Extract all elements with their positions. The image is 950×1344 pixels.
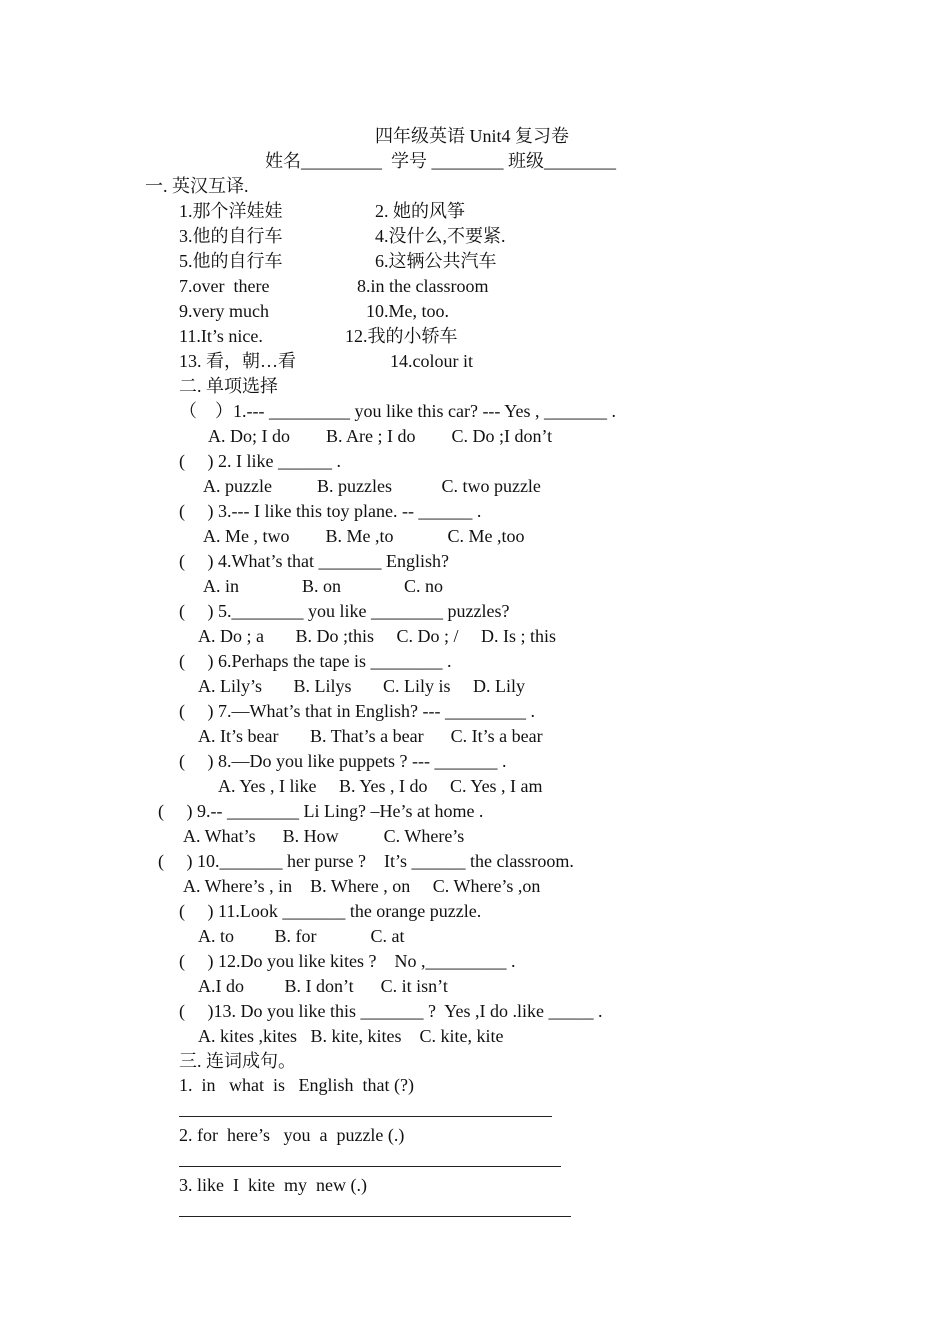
answer-line[interactable] bbox=[179, 1116, 552, 1117]
question-stem: ( )13. Do you like this _______ ? Yes ,I do .like _____ . bbox=[179, 1001, 603, 1021]
sentence-prompt: 1. in what is English that (?) bbox=[179, 1075, 414, 1095]
question-stem: ( ) 12.Do you like kites ? No ,_________ . bbox=[179, 951, 516, 971]
question-options: A. kites ,kites B. kite, kites C. kite, kite bbox=[198, 1026, 504, 1046]
section-heading: 二. 单项选择 bbox=[179, 376, 278, 396]
question-stem: ( ) 2. I like ______ . bbox=[179, 451, 341, 471]
question-stem: ( ) 9.-- ________ Li Ling? –He’s at home . bbox=[158, 801, 484, 821]
translation-item: 9.very much bbox=[179, 301, 269, 321]
translation-item: 6.这辆公共汽车 bbox=[375, 251, 497, 271]
question-stem: ( ) 11.Look _______ the orange puzzle. bbox=[179, 901, 482, 921]
question-options: A. Do; I do B. Are ; I do C. Do ;I don’t bbox=[208, 426, 553, 446]
question-options: A. to B. for C. at bbox=[198, 926, 405, 946]
question-stem: ( ) 8.—Do you like puppets ? --- _______ . bbox=[179, 751, 507, 771]
translation-item: 3.他的自行车 bbox=[179, 226, 283, 246]
page-title: 四年级英语 Unit4 复习卷 bbox=[375, 126, 570, 146]
translation-item: 10.Me, too. bbox=[366, 301, 449, 321]
question-options: A. It’s bear B. That’s a bear C. It’s a bear bbox=[198, 726, 543, 746]
translation-item: 2. 她的风筝 bbox=[375, 201, 465, 221]
translation-item: 1.那个洋娃娃 bbox=[179, 201, 283, 221]
answer-line[interactable] bbox=[179, 1216, 571, 1217]
translation-item: 8.in the classroom bbox=[357, 276, 489, 296]
question-options: A. Where’s , in B. Where , on C. Where’s ,on bbox=[183, 876, 541, 896]
question-options: A. puzzle B. puzzles C. two puzzle bbox=[203, 476, 541, 496]
question-stem: ( ) 6.Perhaps the tape is ________ . bbox=[179, 651, 452, 671]
translation-item: 5.他的自行车 bbox=[179, 251, 283, 271]
section-heading: 三. 连词成句。 bbox=[179, 1051, 296, 1071]
student-info-line: 姓名_________ 学号 ________ 班级________ bbox=[265, 151, 616, 171]
translation-item: 14.colour it bbox=[390, 351, 473, 371]
translation-item: 7.over there bbox=[179, 276, 270, 296]
sentence-prompt: 3. like I kite my new (.) bbox=[179, 1175, 367, 1195]
answer-line[interactable] bbox=[179, 1166, 561, 1167]
question-options: A.I do B. I don’t C. it isn’t bbox=[198, 976, 448, 996]
question-stem: ( ) 10._______ her purse ? It’s ______ the classroom. bbox=[158, 851, 574, 871]
question-options: A. Me , two B. Me ,to C. Me ,too bbox=[203, 526, 525, 546]
translation-item: 11.It’s nice. bbox=[179, 326, 263, 346]
question-stem: ( ) 5.________ you like ________ puzzles? bbox=[179, 601, 510, 621]
question-options: A. Yes , I like B. Yes , I do C. Yes , I am bbox=[218, 776, 543, 796]
question-options: A. Lily’s B. Lilys C. Lily is D. Lily bbox=[198, 676, 526, 696]
question-stem: （ ）1.--- _________ you like this car? --- Yes , _______ . bbox=[179, 401, 616, 421]
question-stem: ( ) 7.—What’s that in English? --- _________ . bbox=[179, 701, 535, 721]
question-stem: ( ) 4.What’s that _______ English? bbox=[179, 551, 449, 571]
section-heading: 一. 英汉互译. bbox=[145, 176, 249, 196]
question-stem: ( ) 3.--- I like this toy plane. -- ______ . bbox=[179, 501, 482, 521]
question-options: A. in B. on C. no bbox=[203, 576, 444, 596]
question-options: A. Do ; a B. Do ;this C. Do ; / D. Is ; this bbox=[198, 626, 557, 646]
translation-item: 12.我的小轿车 bbox=[345, 326, 458, 346]
question-options: A. What’s B. How C. Where’s bbox=[183, 826, 465, 846]
translation-item: 4.没什么,不要紧. bbox=[375, 226, 506, 246]
sentence-prompt: 2. for here’s you a puzzle (.) bbox=[179, 1125, 405, 1145]
translation-item: 13. 看，朝…看 bbox=[179, 351, 296, 371]
